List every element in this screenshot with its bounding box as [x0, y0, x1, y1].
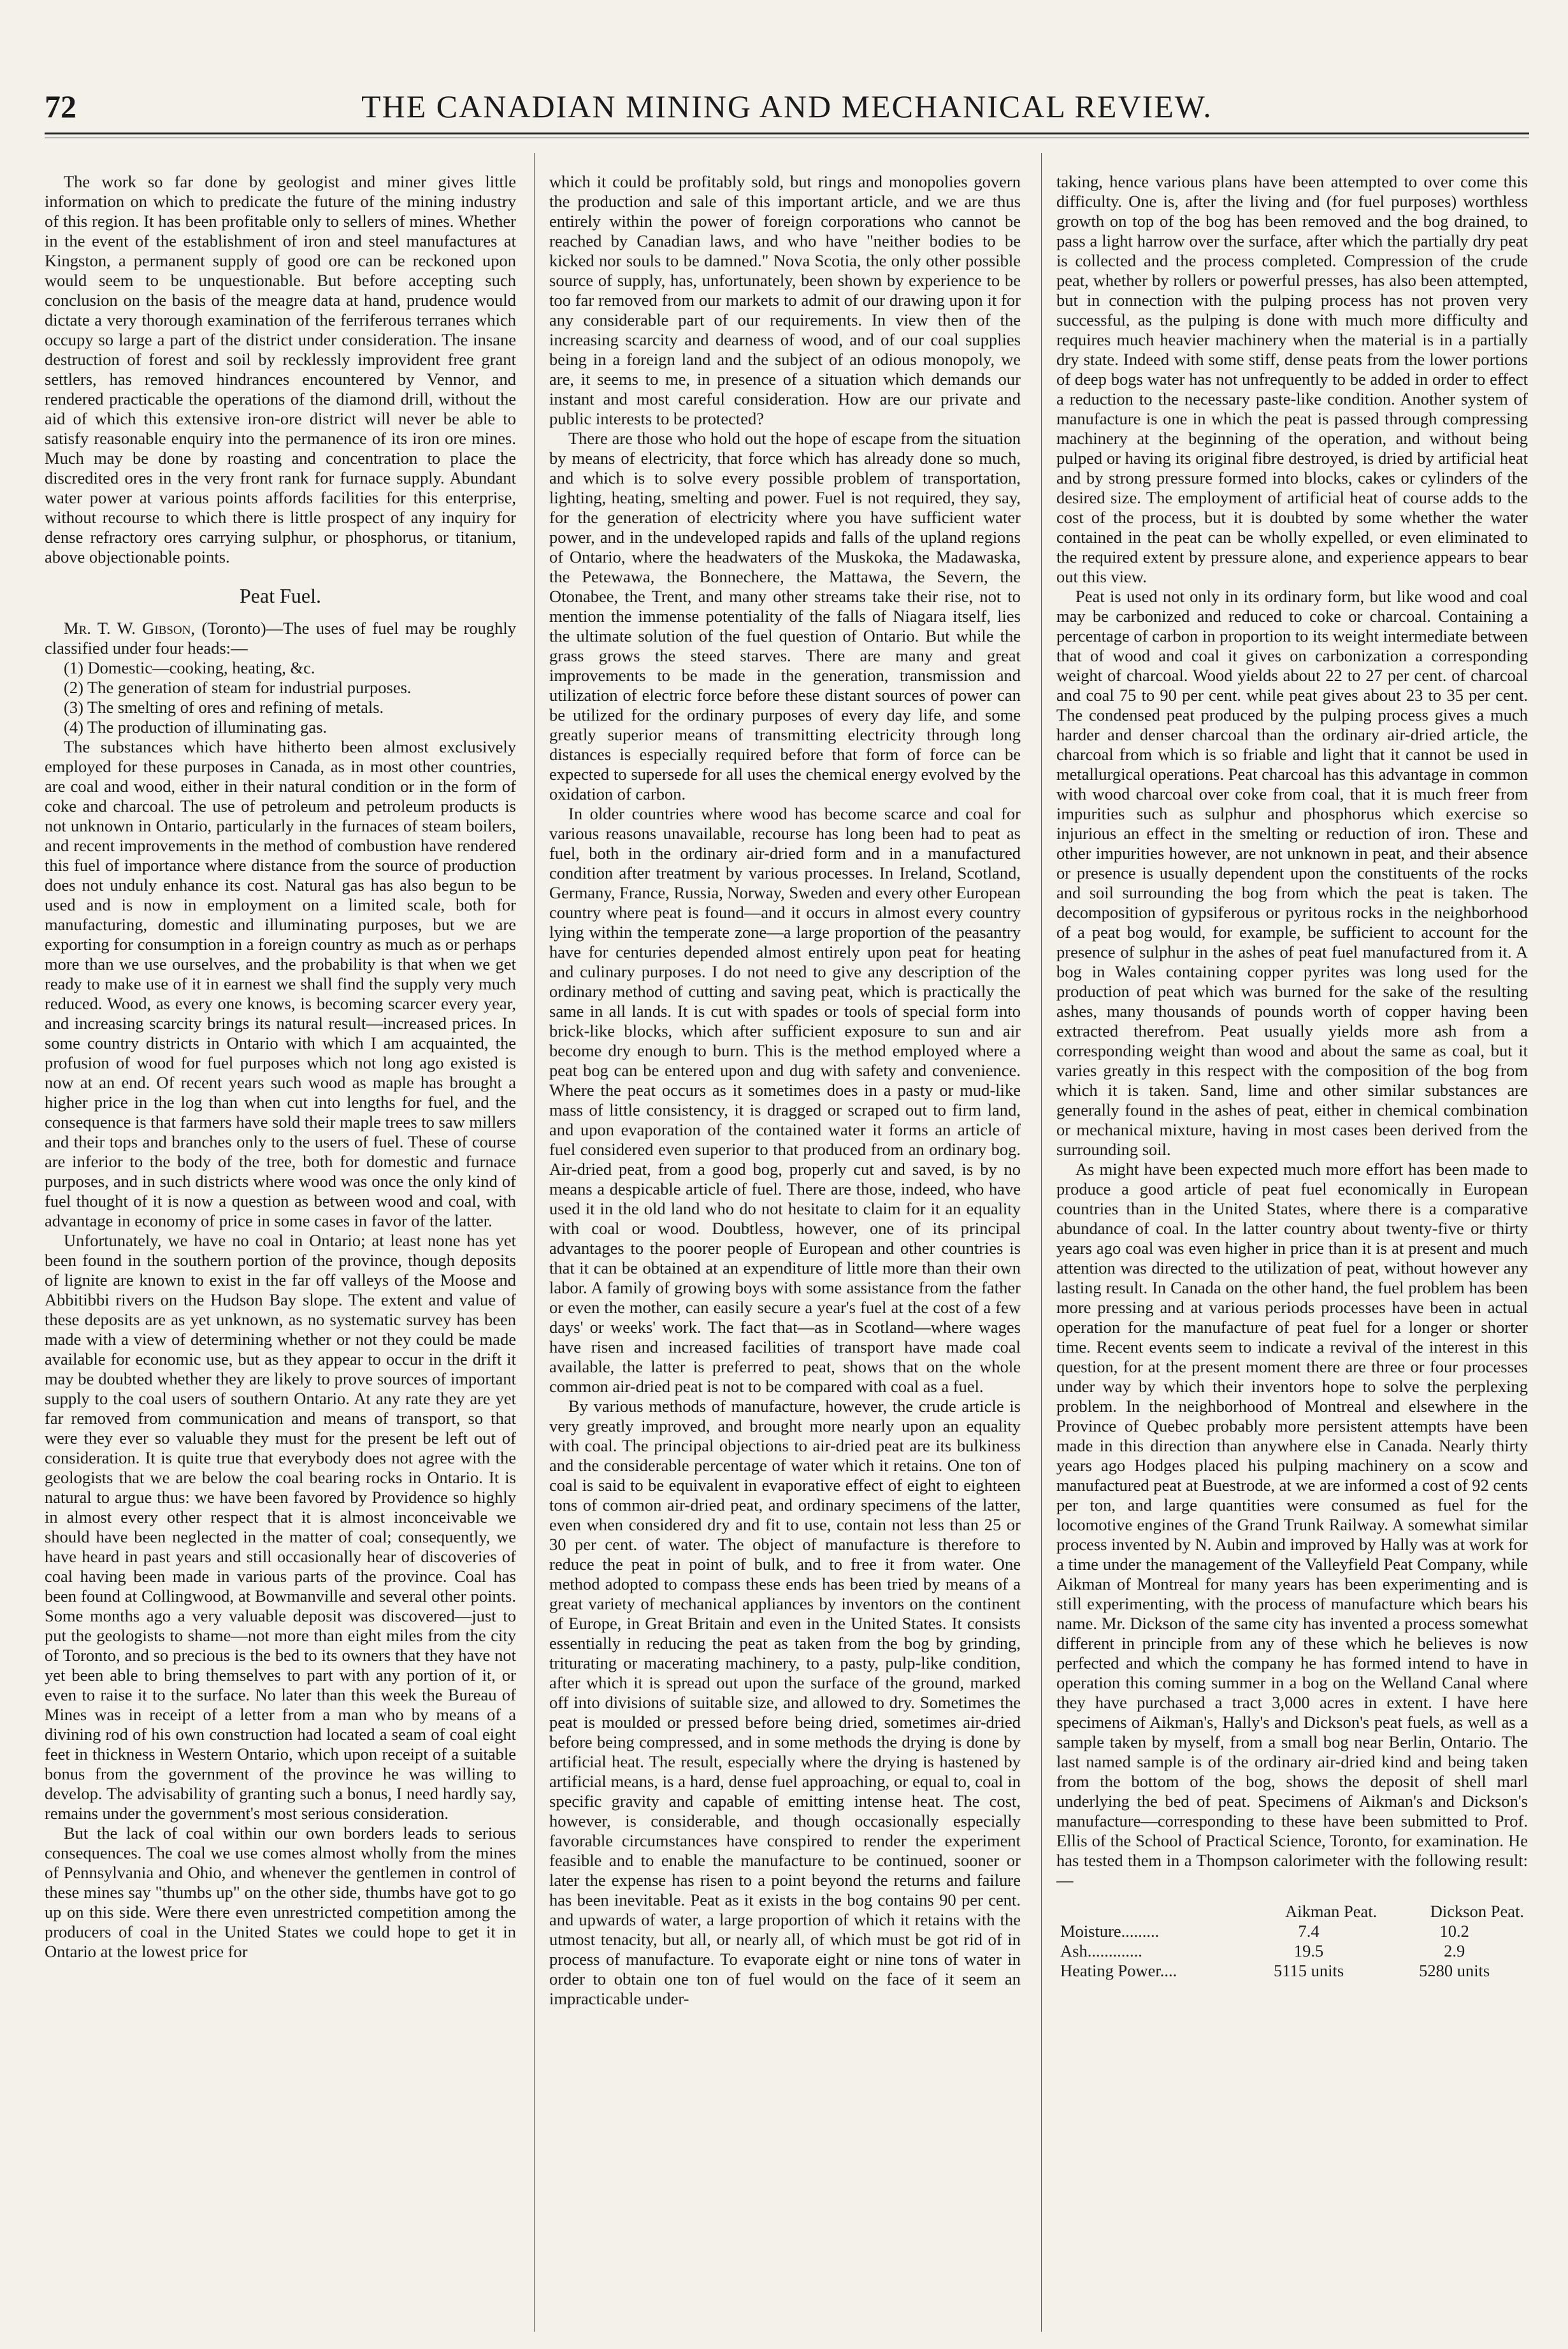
running-title: THE CANADIAN MINING AND MECHANICAL REVIEW.	[361, 89, 1212, 124]
list-item: (2) The generation of steam for industrial purposes.	[64, 678, 412, 697]
paragraph: Unfortunately, we have no coal in Ontario; at least none has yet been found in the southern portion of the province, though deposits of lignite are known to exist in the far off valleys of the Moose and Abbitibbi rivers on the Hudson Bay slope. The extent and value of these deposits are as yet unknown, as no systematic survey has been made with a view of determining whether or not they could be made available for economic use, but as they appear to occur in the drift it may be doubted whether they are likely to prove sources of important supply to the coal users of southern Ontario. At any rate they are yet far removed from communication and means of transport, so that were they ever so valuable they must for the present be left out of consideration. It is quite true that everybody does not agree with the geologists that we are below the coal bearing rocks in Ontario. It is natural to argue thus: we have been favored by Providence so highly in almost every other respect that it is almost inconceivable we should have been neglected in the matter of coal; consequently, we have heard in past years and still occasionally hear of discoveries of coal having been made in various parts of the province. Coal has been found at Collingwood, at Bowmanville and several other points. Some months ago a very valuable deposit was discovered—just to put the geologists to shame—not more than eight miles from the city of Toronto, and so precious is the bed to its owners that they have not yet been able to bring themselves to part with any portion of it, or even to raise it to the surface. No later than this week the Bureau of Mines was in receipt of a letter from a man who by means of a divining rod of his own construction had located a seam of coal eight feet in thickness in Western Ontario, which upon receipt of a suitable bonus from the government of the province he was willing to develop. The advisability of granting such a bonus, I need hardly say, remains under the government's most serious consideration.	[45, 1231, 516, 1823]
row-label: Moisture.........	[1060, 1922, 1160, 1941]
paragraph-text: (Toronto)—The uses of fuel may be roughly classified under four heads:—	[45, 619, 516, 657]
table-header: Dickson Peat.	[1430, 1902, 1524, 1921]
column-3	[1056, 172, 1528, 2332]
column-1	[45, 172, 516, 2332]
calorimeter-results-table	[1056, 1902, 1528, 1981]
table-cell: 5115 units	[1274, 1961, 1344, 1980]
page-header	[45, 82, 1529, 133]
paragraph: which it could be profitably sold, but rings and monopolies govern the production and sale of this important article, and we are thus entirely within the power of foreign corporations who cannot be reached by Canadian laws, and who have "neither bodies to be kicked nor souls to be damned." Nova Scotia, the only other possible source of supply, has, unfortunately, been shown by experience to be too far removed from our markets to admit of our drawing upon it for any considerable part of our requirements. In view then of the increasing scarcity and dearness of wood, and of our coal supplies being in a foreign land and the subject of an odious monopoly, we are, it seems to me, in presence of a situation which demands our instant and most careful consideration. How are our private and public interests to be protected?	[549, 172, 1021, 428]
paragraph: The work so far done by geologist and miner gives little information on which to predicate the future of the mining industry of this region. It has been profitable only to sellers of mines. Whether in the event of the establishment of iron and steel manufactures at Kingston, a permanent supply of good ore can be reckoned upon would seem to be unquestionable. But before accepting such conclusion on the basis of the meagre data at hand, prudence would dictate a very thorough examination of the ferriferous terranes which occupy so large a part of the district under consideration. The insane destruction of forest and soil by recklessly improvident free grant settlers, has removed hindrances encountered by Vennor, and rendered practicable the operations of the diamond drill, without the aid of which this extensive iron-ore district will never be able to satisfy reasonable enquiry into the permanence of its iron ore mines. Much may be done by roasting and concentration to place the discredited ores in the very front rank for furnace supply. Abundant water power at various points affords facilities for this enterprise, without recourse to which there is little prospect of any inquiry for dense refractory ores carrying sulphur, or phosphorus, or titanium, above objectionable points.	[45, 172, 516, 566]
column-2	[549, 172, 1021, 2332]
paragraph: By various methods of manufacture, however, the crude article is very greatly improved, and brought more nearly upon an equality with coal. The principal objections to air-dried peat are its bulkiness and the considerable percentage of water which it retains. One ton of coal is said to be equivalent in evaporative effect of eight to eighteen tons of common air-dried peat, and ordinary specimens of the latter, even when considered dry and fit to use, contain not less than 25 or 30 per cent. of water. The object of manufacture is therefore to reduce the peat in point of bulk, and to free it from water. One method adopted to compass these ends has been tried by means of a great variety of mechanical appliances by inventors on the continent of Europe, in Great Britain and even in the United States. It consists essentially in reducing the peat as taken from the bog by grinding, triturating or macerating machinery, to a pasty, pulp-like condition, after which it is spread out upon the surface of the ground, marked off into divisions of suitable size, and allowed to dry. Sometimes the peat is moulded or pressed before being dried, sometimes air-dried before being compressed, and in some methods the drying is done by artificial heat. The result, especially where the drying is hastened by artificial means, is a hard, dense fuel approaching, or equal to, coal in specific gravity and capable of emitting intense heat. The cost, however, is considerable, and though occasionally especially favorable circumstances have conspired to render the experiment feasible and to enable the manufacture to be continued, sooner or later the expense has risen to a point beyond the returns and failure has been inevitable. Peat as it exists in the bog contains 90 per cent. and upwards of water, a large proportion of which it retains with the utmost tenacity, but all, or nearly all, of which must be got rid of in process of manufacture. To evaporate eight or nine tons of water in order to obtain one ton of fuel would on the face of it seem an impracticable under-	[549, 1397, 1021, 2008]
table-header-empty	[1056, 1902, 1237, 1922]
paragraph: Peat is used not only in its ordinary form, but like wood and coal may be carbonized and reduced to coke or charcoal. Containing a percentage of carbon in proportion to its weight intermediate between that of wood and coal it gives on carbonization a corresponding weight of charcoal. Wood yields about 22 to 27 per cent. of charcoal and coal 75 to 90 per cent. while peat gives about 23 to 35 per cent. The condensed peat produced by the pulping process gives a much harder and denser charcoal than the ordinary air-dried article, the charcoal from which is so friable and light that it cannot be used in metallurgical operations. Peat charcoal has this advantage in common with wood charcoal over coke from coal, that it is much freer from impurities such as sulphur and phosphorus which exercise so injurious an effect in the smelting or reduction of iron. These and other impurities however, are not unknown in peat, and their absence or presence is usually dependent upon the constituents of the rocks and soil surrounding the bog from which the peat is taken. The decomposition of gypsiferous or pyritous rocks in the neighborhood of a peat bog would, for example, be sufficient to account for the presence of sulphur in the ashes of peat fuel manufactured from it. A bog in Wales containing copper pyrites was long used for the production of peat which was burned for the sake of the resulting ashes, many thousands of pounds worth of copper having been extracted therefrom. Peat usually yields more ash from a corresponding weight than wood and about the same as coal, but it varies greatly in this respect with the composition of the bog from which it is taken. Sand, lime and other similar substances are generally found in the ashes of peat, either in chemical combination or mechanical mixture, having in most cases been derived from the surrounding soil.	[1056, 587, 1528, 1159]
paragraph: But the lack of coal within our own borders leads to serious consequences. The coal we use comes almost wholly from the mines of Pennsylvania and Ohio, and whenever the gentlemen in control of these mines say "thumbs up" on the other side, thumbs have got to go up on this side. Were there even unrestricted competition among the producers of coal in the United States we could hope to get it in Ontario at the lowest price for	[45, 1823, 516, 1961]
list-item: (1) Domestic—cooking, heating, &c.	[64, 658, 315, 677]
page-number: 72	[45, 89, 76, 124]
paragraph	[45, 619, 516, 658]
fuel-uses-list	[45, 658, 516, 737]
list-item: (3) The smelting of ores and refining of metals.	[64, 698, 384, 717]
paragraph: There are those who hold out the hope of escape from the situation by means of electricity, that force which has already done so much, and which is to solve every possible problem of transportation, lighting, heating, smelting and power. Fuel is not required, they say, for the generation of electricity where you have sufficient water power, and in the undeveloped rapids and falls of the upland regions of Ontario, where the headwaters of the Muskoka, the Madawaska, the Petewawa, the Bonnechere, the Mattawa, the Severn, the Otonabee, the Trent, and many other streams take their rise, not to mention the immense potentiality of the falls of Niagara itself, lies the ultimate solution of the fuel question of Ontario. But while the grass grows the steed starves. There are many and great improvements to be made in the generation, transmission and utilization of electric force before these distant sources of power can be utilized for the ordinary purposes of every day life, and some greatly superior means of transmitting electricity through long distances is especially required before that form of force can be expected to supersede for all uses the chemical energy evolved by the oxidation of carbon.	[549, 429, 1021, 803]
column-divider	[1041, 153, 1042, 2332]
table-row	[1056, 1941, 1528, 1961]
table-row	[1056, 1922, 1528, 1941]
paragraph: As might have been expected much more effort has been made to produce a good article of peat fuel economically in European countries than in the United States, where there is a comparative abundance of coal. In the latter country about twenty-five or thirty years ago coal was even higher in price than it is at present and much attention was directed to the utilization of peat, without however any lasting result. In Canada on the other hand, the fuel problem has been more pressing and at various periods processes have been in actual operation for the manufacture of peat fuel for a longer or shorter time. Recent events seem to indicate a revival of the interest in this question, for at the present moment there are three or four processes under way by which their inventors hope to solve the perplexing problem. In the neighborhood of Montreal and elsewhere in the Province of Quebec probably more persistent attempts have been made in this direction than anywhere else in Canada. Nearly thirty years ago Hodges placed his pulping machinery on a scow and manufactured peat at Buestrode, at we are informed a cost of 92 cents per ton, and large quantities were consumed as fuel for the locomotive engines of the Grand Trunk Railway. A somewhat similar process invented by N. Aubin and improved by Hally was at work for a time under the management of the Valleyfield Peat Company, while Aikman of Montreal for many years has been experimenting and is still experimenting, with the process of manufacture which bears his name. Mr. Dickson of the same city has invented a process somewhat different in principle from any of these which he believes is now perfected and which the company he has formed intend to have in operation this coming summer in a bog on the Welland Canal where they have purchased a tract 3,000 acres in extent. I have here specimens of Aikman's, Hally's and Dickson's peat fuels, as well as a sample taken by myself, from a small bog near Berlin, Ontario. The last named sample is of the ordinary air-dried kind and being taken from the bottom of the bog, shows the deposit of shell marl underlying the bed of peat. Specimens of Aikman's and Dickson's manufacture—corresponding to these have been submitted to Prof. Ellis of the School of Practical Science, Toronto, for examination. He has tested them in a Thompson calorimeter with the following result:—	[1056, 1160, 1528, 1890]
row-label: Heating Power....	[1060, 1961, 1177, 1980]
table-header-row	[1056, 1902, 1528, 1922]
table-row	[1056, 1961, 1528, 1981]
header-rule	[45, 133, 1529, 134]
table-cell: 7.4	[1298, 1922, 1320, 1941]
list-item: (4) The production of illuminating gas.	[64, 717, 327, 736]
table-header: Aikman Peat.	[1285, 1902, 1377, 1921]
speaker-name: Mr. T. W. Gibson,	[64, 619, 196, 638]
paragraph: The substances which have hitherto been almost exclusively employed for these purposes in Canada, as in most other countries, are coal and wood, either in their natural condition or in the form of coke and charcoal. The use of petroleum and petroleum products is not unknown in Ontario, particularly in the furnaces of steam boilers, and recent improvements in the method of combustion have rendered this fuel of importance where distance from the source of production does not unduly enhance its cost. Natural gas has also begun to be used and is now in employment on a limited scale, both for manufacturing, domestic and illuminating purposes, but we are exporting for consumption in a foreign country as much as or perhaps more than we use ourselves, and the probability is that when we get ready to make use of it in earnest we shall find the supply very much reduced. Wood, as every one knows, is becoming scarcer every year, and increasing scarcity brings its natural result—increased prices. In some country districts in Ontario with which I am acquainted, the profusion of wood for fuel purposes which not long ago existed is now at an end. Of recent years such wood as maple has brought a higher price in the log than when cut into lengths for fuel, and the consequence is that farmers have sold their maple trees to saw millers and their tops and branches only to the users of fuel. These of course are inferior to the body of the tree, both for domestic and furnace purposes, and in such districts where wood was once the only kind of fuel thought of it is now a question as between wood and coal, with advantage in economy of price in some cases in favor of the latter.	[45, 737, 516, 1230]
paragraph: In older countries where wood has become scarce and coal for various reasons unavailable, recourse has long been had to peat as fuel, both in the ordinary air-dried form and in a manufactured condition after treatment by various processes. In Ireland, Scotland, Germany, France, Russia, Norway, Sweden and every other European country where peat is found—and it occurs in almost every country lying within the temperate zone—a large proportion of the peasantry have for centuries depended almost entirely upon peat for heating and culinary purposes. I do not need to give any description of the ordinary method of cutting and saving peat, which is practically the same in all lands. It is cut with spades or tools of special form into brick-like blocks, which after sufficient exposure to sun and air become dry enough to burn. This is the method employed where a peat bog can be entered upon and dug with safety and convenience. Where the peat occurs as it sometimes does in a pasty or mud-like mass of little consistency, it is dragged or scraped out to firm land, and upon evaporation of the contained water it forms an article of fuel considered even superior to that produced from an ordinary bog. Air-dried peat, from a good bog, properly cut and saved, is by no means a despicable article of fuel. There are those, indeed, who have used it in the old land who do not hesitate to claim for it an equality with coal or wood. Doubtless, however, one of its principal advantages to the poorer people of European and other countries is that it can be obtained at an expenditure of little more than their own labor. A family of growing boys with some assistance from the father or even the mother, can easily secure a year's fuel at the cost of a few days' or weeks' work. The fact that—as in Scotland—where wages have risen and increased facilities of transport have made coal available, the latter is preferred to peat, shows that on the whole common air-dried peat is not to be compared with coal as a fuel.	[549, 804, 1021, 1396]
column-divider	[534, 153, 535, 2332]
section-heading: Peat Fuel.	[240, 584, 321, 607]
table-cell: 2.9	[1444, 1941, 1465, 1960]
table-cell: 10.2	[1439, 1922, 1469, 1941]
table-cell: 19.5	[1293, 1941, 1324, 1960]
row-label: Ash.............	[1060, 1941, 1142, 1960]
paragraph: taking, hence various plans have been attempted to over come this difficulty. One is, after the living and (for fuel purposes) worthless growth on top of the bog has been removed and the bog drained, to pass a light harrow over the surface, after which the partially dry peat is collected and the process completed. Compression of the crude peat, whether by rollers or powerful presses, has also been attempted, but in connection with the pulping process has not proven very successful, as the pulping is done with much more difficulty and requires much heavier machinery when the material is in a partially dry state. Indeed with some stiff, dense peats from the lower portions of deep bogs water has not unfrequently to be added in order to effect a reduction to the necessary paste-like condition. Another system of manufacture is one in which the peat is passed through compressing machinery at the beginning of the operation, and without being pulped or having its original fibre destroyed, is dried by artificial heat and by strong pressure formed into blocks, cakes or cylinders of the desired size. The employment of artificial heat of course adds to the cost of the process, but it is doubted by some whether the water contained in the peat can be wholly expelled, or even eliminated to the required extent by pressure alone, and experience appears to bear out this view.	[1056, 172, 1528, 586]
table-cell: 5280 units	[1419, 1961, 1490, 1980]
